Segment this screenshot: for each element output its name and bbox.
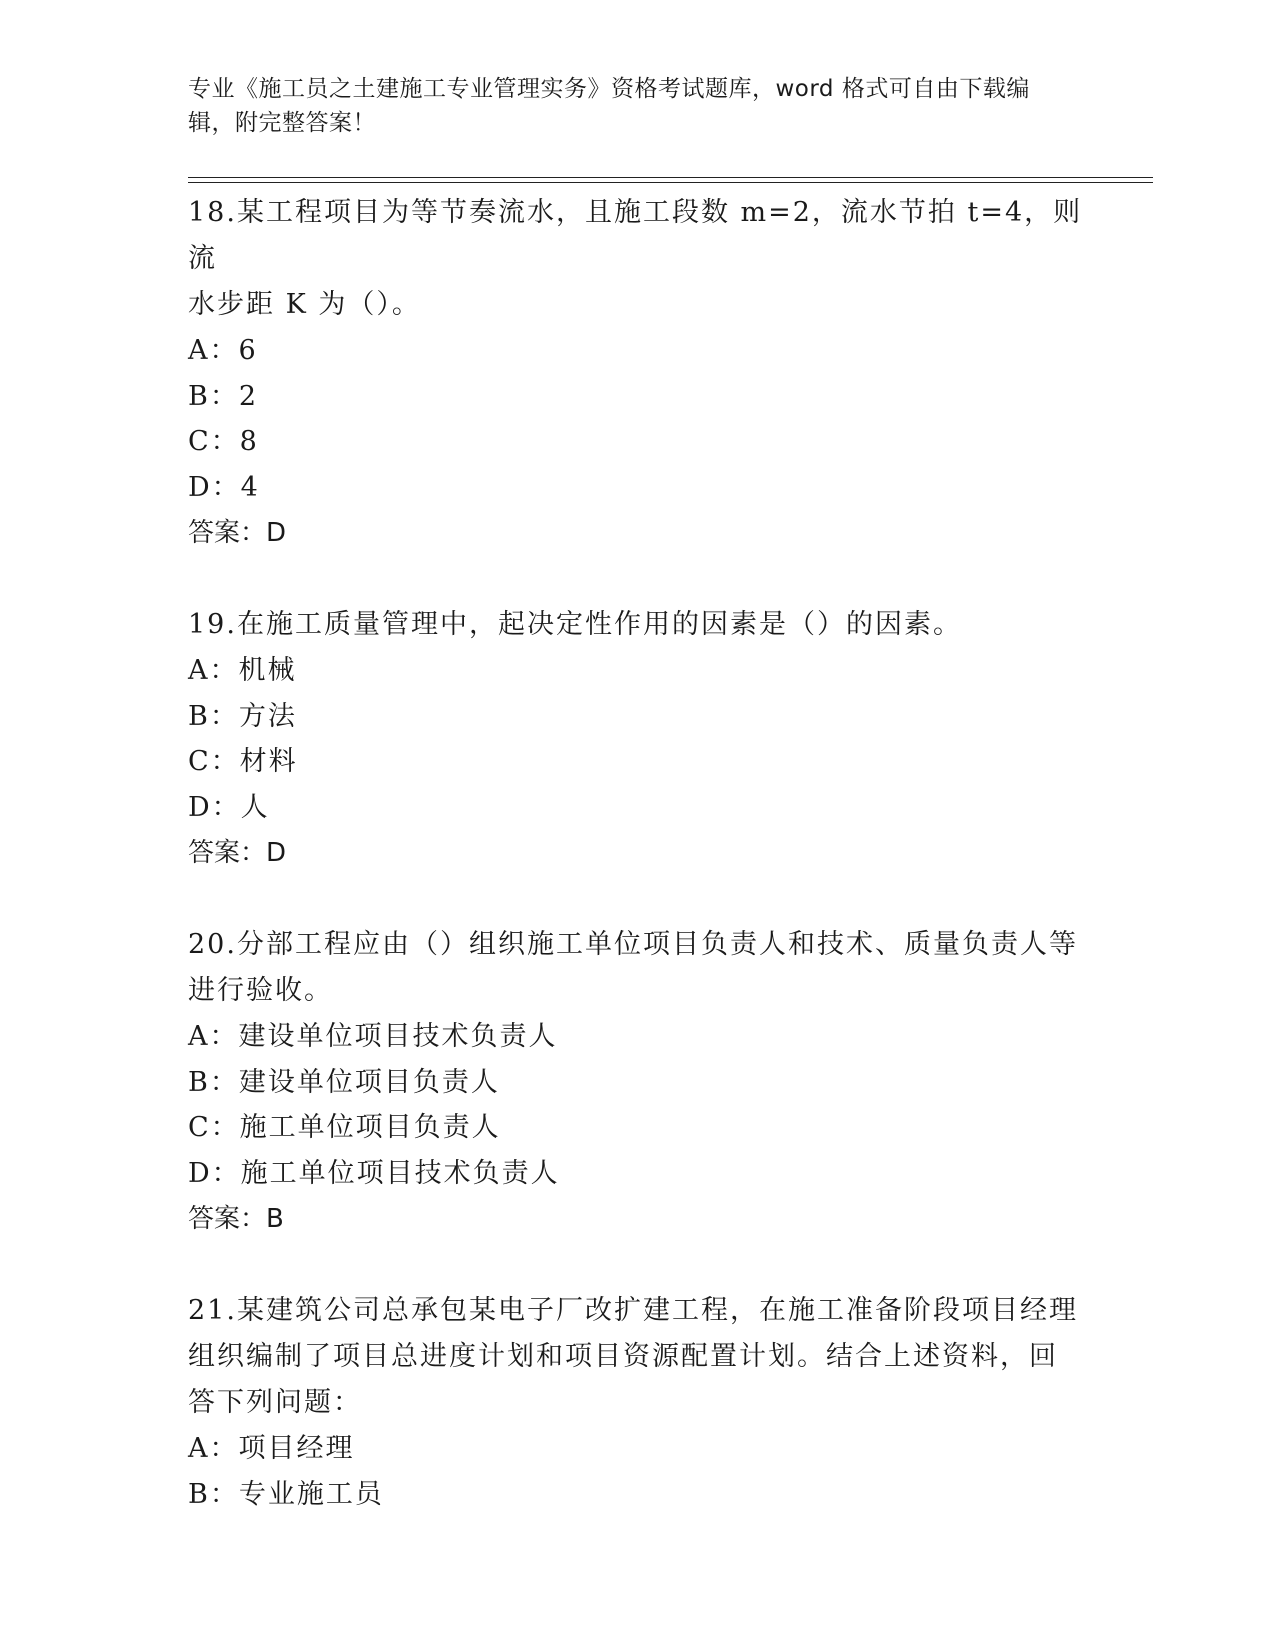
stem-line: 19.在施工质量管理中，起决定性作用的因素是（）的因素。: [188, 609, 962, 640]
header-divider-bottom: [188, 182, 1153, 183]
option-a: A：建设单位项目技术负责人: [188, 1021, 558, 1052]
document-header: [188, 72, 1068, 140]
header-line-2: 辑，附完整答案！: [188, 110, 376, 136]
stem-line: 水步距 K 为（）。: [188, 289, 421, 320]
question-stem: [188, 920, 1088, 1014]
option-c: C：施工单位项目负责人: [188, 1112, 501, 1143]
option-b: B：建设单位项目负责人: [188, 1066, 500, 1098]
question-21: [188, 1286, 1088, 1517]
question-stem: [188, 600, 1088, 648]
answer-label: 答案：D: [188, 838, 287, 868]
option-d: D：人: [188, 791, 270, 823]
stem-line: 18.某工程项目为等节奏流水，且施工段数 m=2，流水节拍 t=4，则流: [188, 197, 1083, 274]
option-b: B：方法: [188, 700, 297, 732]
option-d: D：4: [188, 471, 260, 503]
question-list: [188, 188, 1088, 1517]
option-b: B：专业施工员: [188, 1478, 384, 1510]
question-stem: [188, 1286, 1088, 1426]
answer-label: 答案：B: [188, 1204, 284, 1234]
option-a: A：机械: [188, 655, 297, 686]
stem-line: 答下列问题：: [188, 1387, 362, 1418]
option-c: C：材料: [188, 746, 298, 777]
question-19: [188, 600, 1088, 876]
stem-line: 21.某建筑公司总承包某电子厂改扩建工程，在施工准备阶段项目经理: [188, 1295, 1078, 1326]
stem-line: 进行验收。: [188, 975, 333, 1006]
question-spacer: [188, 556, 1088, 600]
question-spacer: [188, 876, 1088, 920]
question-18: [188, 188, 1088, 556]
question-stem: [188, 188, 1088, 328]
option-a: A：项目经理: [188, 1433, 355, 1464]
question-20: [188, 920, 1088, 1242]
header-line-1: 专业《施工员之土建施工专业管理实务》资格考试题库，word 格式可自由下载编: [188, 76, 1030, 102]
option-a: A：6: [188, 335, 258, 366]
question-spacer: [188, 1242, 1088, 1286]
option-d: D：施工单位项目技术负责人: [188, 1157, 560, 1189]
stem-line: 组织编制了项目总进度计划和项目资源配置计划。结合上述资料，回: [188, 1341, 1058, 1372]
answer-label: 答案：D: [188, 518, 287, 548]
stem-line: 20.分部工程应由（）组织施工单位项目负责人和技术、质量负责人等: [188, 929, 1078, 960]
header-divider-top: [188, 177, 1153, 178]
option-b: B：2: [188, 380, 259, 412]
option-c: C：8: [188, 426, 259, 457]
